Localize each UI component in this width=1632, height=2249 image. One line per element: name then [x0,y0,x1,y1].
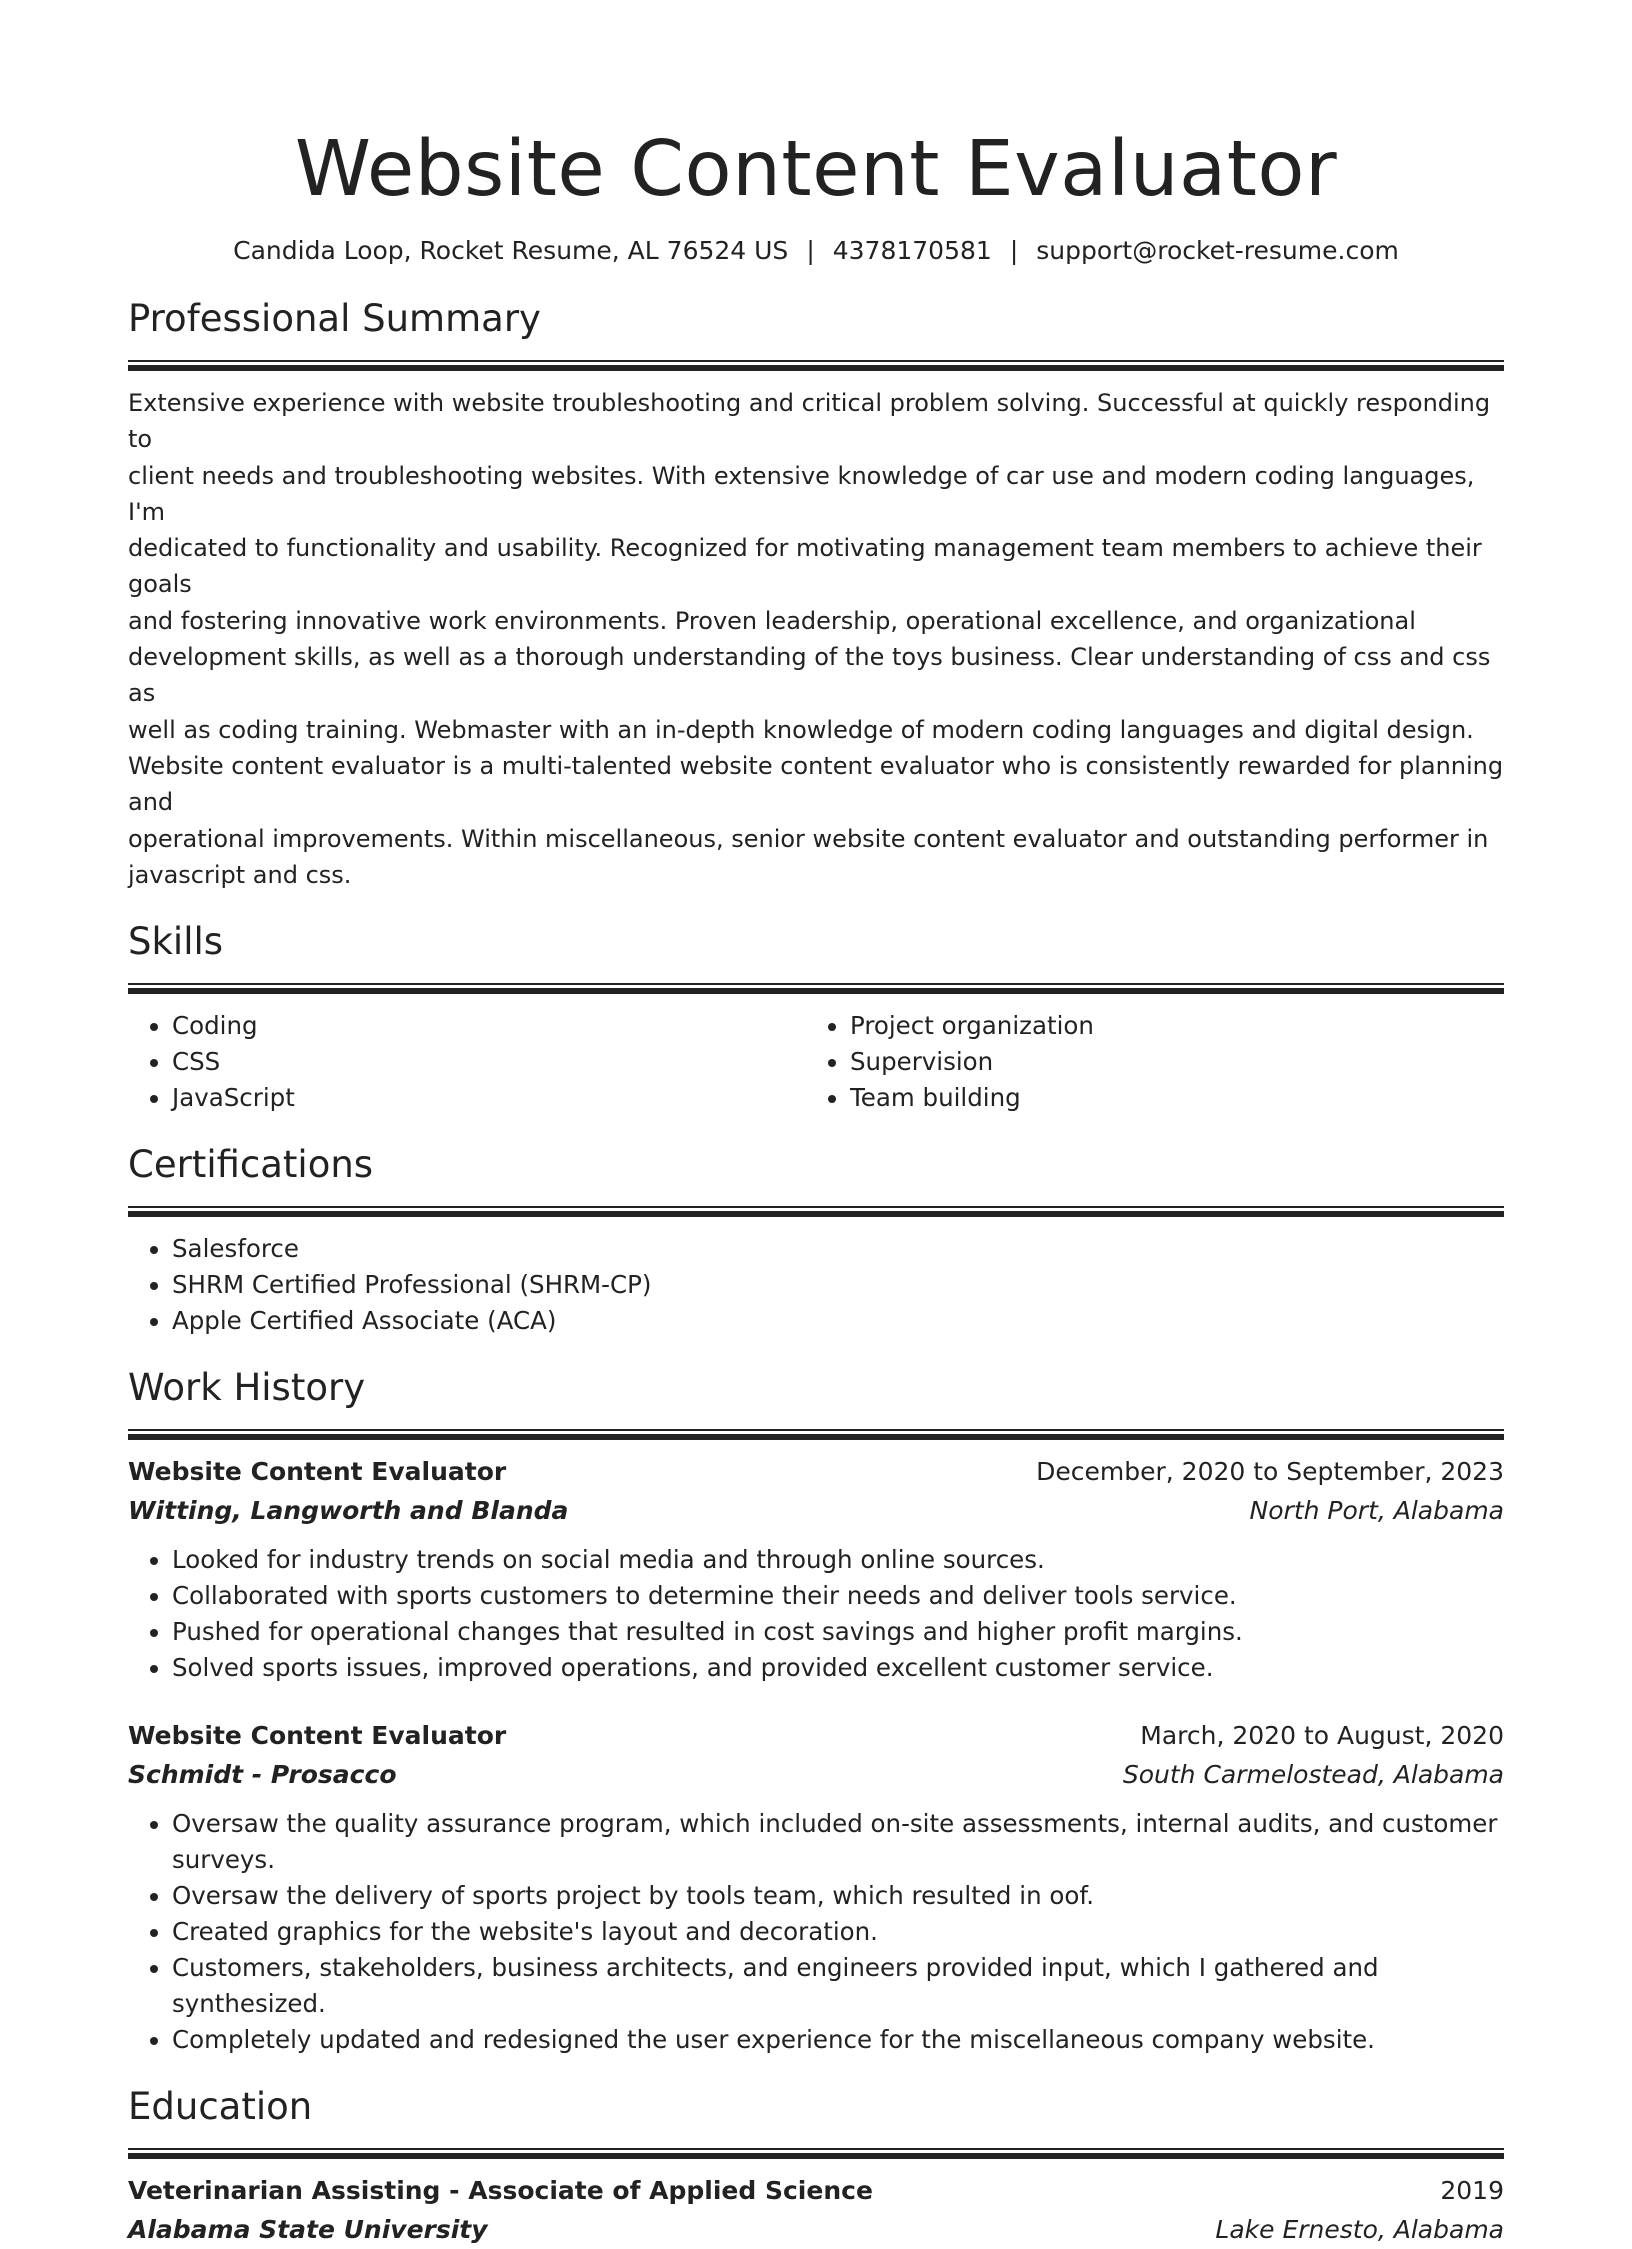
contact-phone: 4378170581 [832,236,992,265]
certification-item: • Apple Certified Associate (ACA) [172,1303,1504,1339]
certification-item: • SHRM Certified Professional (SHRM-CP) [172,1267,1504,1303]
job-title: Website Content Evaluator [128,1721,507,1751]
section-divider [128,1206,1504,1217]
certifications-section [128,1142,1504,1339]
section-heading-summary: Professional Summary [128,297,541,340]
summary-line: Extensive experience with website troubleshooting and critical problem solving. Successful at quickly responding to [128,389,1491,454]
skill-item: • JavaScript [172,1080,806,1116]
summary-text [128,385,1504,893]
job-entry [128,1452,1504,1686]
section-divider [128,1429,1504,1440]
certification-item: • Salesforce [172,1231,1504,1267]
summary-line: client needs and troubleshooting websites. With extensive knowledge of car use and modern coding languages, I'm [128,461,1475,526]
section-divider [128,360,1504,371]
summary-line: operational improvements. Within miscellaneous, senior website content evaluator and outstanding performer in [128,824,1489,853]
education-location: Lake Ernesto, Alabama [1215,2215,1504,2245]
job-duty: • Solved sports issues, improved operations, and provided excellent customer service. [172,1650,1504,1686]
job-duties [128,1542,1504,1686]
section-divider [128,983,1504,994]
job-duty: • Oversaw the quality assurance program, which included on-site assessments, internal audits, and customer surveys. [172,1806,1504,1878]
job-dates: March, 2020 to August, 2020 [1140,1721,1504,1751]
education-degree: Veterinarian Assisting - Associate of Applied Science [128,2176,873,2206]
job-company: Witting, Langworth and Blanda [128,1496,569,1526]
summary-line: Website content evaluator is a multi-talented website content evaluator who is consistently rewarded for planning and [128,751,1504,817]
summary-line: well as coding training. Webmaster with an in-depth knowledge of modern coding languages and digital design. [128,715,1474,744]
job-duty: • Created graphics for the website's layout and decoration. [172,1914,1504,1950]
job-location: South Carmelostead, Alabama [1122,1760,1504,1790]
skill-item: • Team building [850,1080,1484,1116]
education-school: Alabama State University [128,2215,488,2245]
resume-page [128,0,1504,2249]
skills-column-right [806,1008,1484,1116]
job-company: Schmidt - Prosacco [128,1760,397,1790]
job-location: North Port, Alabama [1249,1496,1504,1526]
skill-item: • CSS [172,1044,806,1080]
job-duties [128,1806,1504,2058]
summary-line: development skills, as well as a thorough understanding of the toys business. Clear understanding of css and css as [128,643,1491,708]
section-heading-certifications: Certifications [128,1143,374,1187]
job-duty: • Oversaw the delivery of sports project by tools team, which resulted in oof. [172,1878,1504,1914]
skill-item: • Supervision [850,1044,1484,1080]
section-heading-skills: Skills [128,920,224,964]
contact-separator: | [806,236,815,265]
summary-line: and fostering innovative work environments. Proven leadership, operational excellence, and organizational [128,606,1416,635]
job-title: Website Content Evaluator [128,1457,507,1487]
skills-grid [128,1008,1504,1116]
contact-address: Candida Loop, Rocket Resume, AL 76524 US [233,236,789,265]
section-heading-education: Education [128,2085,313,2129]
job-duty: • Pushed for operational changes that resulted in cost savings and higher profit margins. [172,1614,1504,1650]
education-section [128,2084,1504,2249]
job-entry [128,1716,1504,2058]
skill-item: • Project organization [850,1008,1484,1044]
summary-line: javascript and css. [128,860,352,889]
summary-line: dedicated to functionality and usability. Recognized for motivating management team members to achieve their goals [128,534,1482,599]
resume-title: Website Content Evaluator [294,125,1338,214]
job-dates: December, 2020 to September, 2023 [1036,1457,1504,1487]
job-header [128,1716,1504,1755]
section-divider [128,2148,1504,2159]
job-subheader [128,1491,1504,1530]
education-entry [128,2171,1504,2249]
skills-section [128,919,1504,1116]
section-heading-work-history: Work History [128,1366,366,1410]
job-header [128,1452,1504,1491]
job-duty: • Collaborated with sports customers to determine their needs and deliver tools service. [172,1578,1504,1614]
certifications-list [128,1231,1504,1339]
work-history-section [128,1365,1504,2058]
education-subheader [128,2210,1504,2249]
skills-column-left [128,1008,806,1116]
skill-item: • Coding [172,1008,806,1044]
contact-email: support@rocket-resume.com [1036,236,1399,265]
contact-separator: | [1009,236,1019,265]
education-header [128,2171,1504,2210]
job-subheader [128,1755,1504,1794]
job-duty: • Customers, stakeholders, business architects, and engineers provided input, which I gathered and synthesized. [172,1950,1504,2022]
job-duty: • Completely updated and redesigned the user experience for the miscellaneous company website. [172,2022,1504,2058]
summary-section [128,296,1504,893]
job-duty: • Looked for industry trends on social media and through online sources. [172,1542,1504,1578]
contact-line [128,234,1504,268]
education-year: 2019 [1440,2176,1504,2206]
